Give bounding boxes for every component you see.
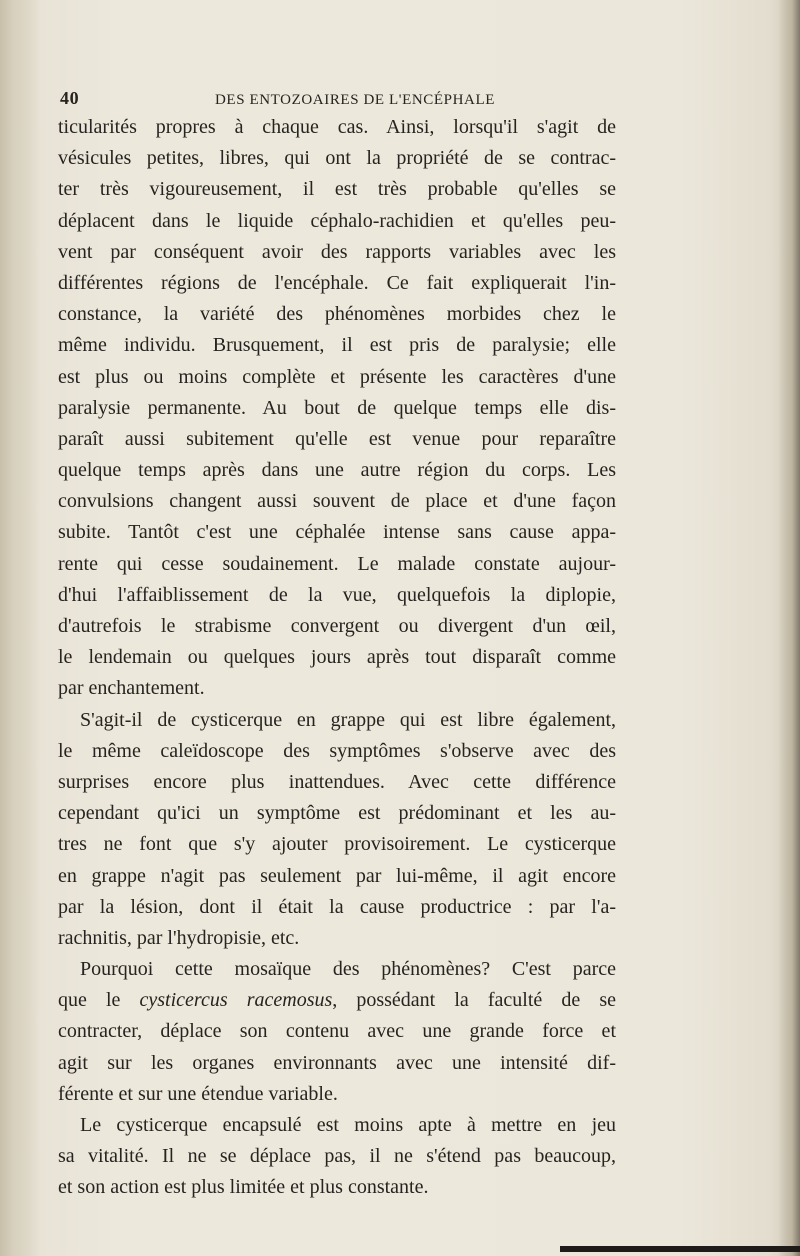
text-line: le lendemain ou quelques jours après tout disparaît comme (58, 646, 616, 669)
paragraph-4 (58, 1110, 616, 1204)
text-line: différentes régions de l'encéphale. Ce fait expliquerait l'in- (58, 271, 616, 294)
paragraph-2 (58, 705, 616, 955)
text-line: d'hui l'affaiblissement de la vue, quelquefois la diplopie, (58, 583, 616, 606)
text-line: par la lésion, dont il était la cause productrice : par l'a- (58, 895, 616, 918)
text-line: surprises encore plus inattendues. Avec cette différence (58, 770, 616, 793)
text-line: est plus ou moins complète et présente les caractères d'une (58, 365, 616, 388)
text-line: Pourquoi cette mosaïque des phénomènes? C'est parce (80, 958, 616, 981)
text-line: d'autrefois le strabisme convergent ou divergent d'un œil, (58, 615, 616, 637)
text-line: paraît aussi subitement qu'elle est venue pour reparaître (58, 427, 616, 450)
text-line: Le cysticerque encapsulé est moins apte à mettre en jeu (80, 1114, 616, 1136)
page-binding-shadow (0, 0, 40, 1256)
text-line: contracter, déplace son contenu avec une grande force et (58, 1020, 616, 1043)
paragraph-3 (58, 954, 616, 1110)
text-fragment: , possédant la faculté de se (332, 989, 616, 1012)
text-line: tres ne font que s'y ajouter provisoirement. Le cysticerque (58, 833, 616, 856)
text-line: vent par conséquent avoir des rapports variables avec les (58, 240, 616, 263)
text-line: cependant qu'ici un symptôme est prédominant et les au- (58, 802, 616, 825)
text-line: constance, la variété des phénomènes morbides chez le (58, 303, 616, 326)
text-line: par enchantement. (58, 677, 205, 700)
text-line: rente qui cesse soudainement. Le malade constate aujour- (58, 552, 616, 575)
text-fragment: que le (58, 989, 140, 1012)
text-line: et son action est plus limitée et plus constante. (58, 1176, 429, 1199)
text-line: sa vitalité. Il ne se déplace pas, il ne s'étend pas beaucoup, (58, 1145, 616, 1168)
text-line: ticularités propres à chaque cas. Ainsi, lorsqu'il s'agit de (58, 116, 616, 138)
text-line: agit sur les organes environnants avec une intensité dif- (58, 1051, 616, 1074)
text-line: paralysie permanente. Au bout de quelque temps elle dis- (58, 396, 616, 419)
body-text (58, 112, 616, 1204)
text-line: vésicules petites, libres, qui ont la propriété de se contrac- (58, 147, 616, 170)
text-line: rachnitis, par l'hydropisie, etc. (58, 926, 300, 949)
page-right-edge (778, 0, 800, 1256)
text-line: férente et sur une étendue variable. (58, 1082, 338, 1105)
text-line: ter très vigoureusement, il est très probable qu'elles se (58, 178, 616, 201)
text-line: déplacent dans le liquide céphalo-rachidien et qu'elles peu- (58, 209, 616, 232)
text-line: en grappe n'agit pas seulement par lui-même, il agit encore (58, 864, 616, 887)
running-title: DES ENTOZOAIRES DE L'ENCÉPHALE (215, 92, 495, 108)
text-line: S'agit-il de cysticerque en grappe qui est libre également, (80, 708, 616, 731)
text-line: le même caleïdoscope des symptômes s'observe avec des (58, 739, 616, 762)
running-header (60, 88, 630, 114)
italic-term: cysticercus racemosus (139, 989, 333, 1012)
paragraph-1 (58, 112, 616, 705)
bottom-edge-mark (560, 1246, 800, 1252)
text-line: quelque temps après dans une autre région du corps. Les (58, 459, 616, 482)
text-line: convulsions changent aussi souvent de place et d'une façon (58, 490, 616, 513)
page-number: 40 (60, 88, 80, 108)
text-line: subite. Tantôt c'est une céphalée intense sans cause appa- (58, 521, 616, 544)
text-line: même individu. Brusquement, il est pris de paralysie; elle (58, 334, 616, 357)
text-line (58, 985, 616, 1016)
